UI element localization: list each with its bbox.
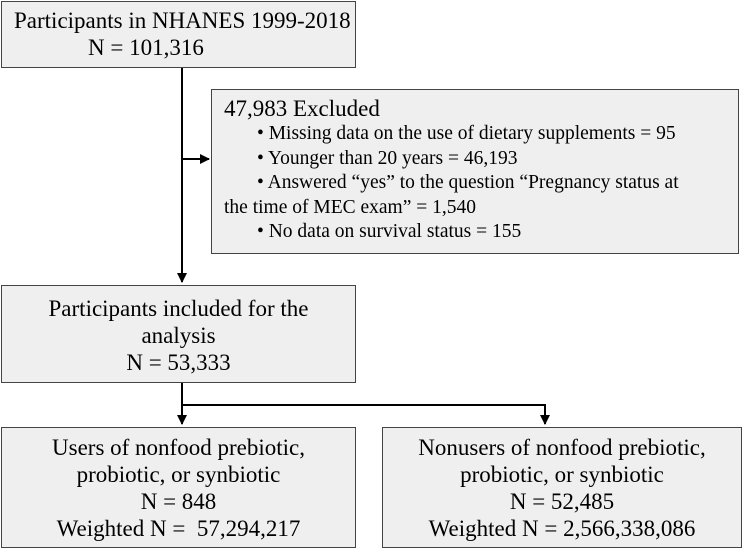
excluded-title: 47,983 Excluded	[224, 96, 380, 121]
nonusers-box	[382, 427, 742, 548]
nonusers-line2: probiotic, or synbiotic	[460, 462, 664, 487]
excluded-item-survival: • No data on survival status = 155	[257, 221, 522, 242]
nhanes-participants-box	[1, 1, 356, 68]
nonusers-count: N = 52,485	[509, 489, 615, 514]
nhanes-count: N = 101,316	[88, 35, 204, 60]
nonusers-line1: Nonusers of nonfood prebiotic,	[418, 435, 706, 460]
nhanes-title: Participants in NHANES 1999-2018	[14, 8, 351, 33]
users-weighted: Weighted N = 57,294,217	[56, 516, 301, 541]
excluded-item-pregnancy: • Answered “yes” to the question “Pregnancy status at	[257, 172, 679, 193]
included-line2: analysis	[141, 323, 216, 348]
users-box	[1, 427, 356, 548]
users-line1: Users of nonfood prebiotic,	[52, 435, 305, 460]
users-line2: probiotic, or synbiotic	[76, 462, 281, 487]
excluded-item-pregnancy-cont: the time of MEC exam” = 1,540	[224, 196, 476, 218]
excluded-item-age: • Younger than 20 years = 46,193	[257, 147, 518, 169]
included-participants-box	[1, 285, 356, 383]
included-line1: Participants included for the	[48, 296, 309, 321]
nonusers-weighted: Weighted N = 2,566,338,086	[428, 516, 696, 541]
excluded-item-supplements: • Missing data on the use of dietary supplements = 95	[257, 123, 676, 144]
users-count: N = 848	[140, 489, 217, 514]
included-count: N = 53,333	[126, 350, 231, 375]
excluded-box	[211, 89, 739, 254]
